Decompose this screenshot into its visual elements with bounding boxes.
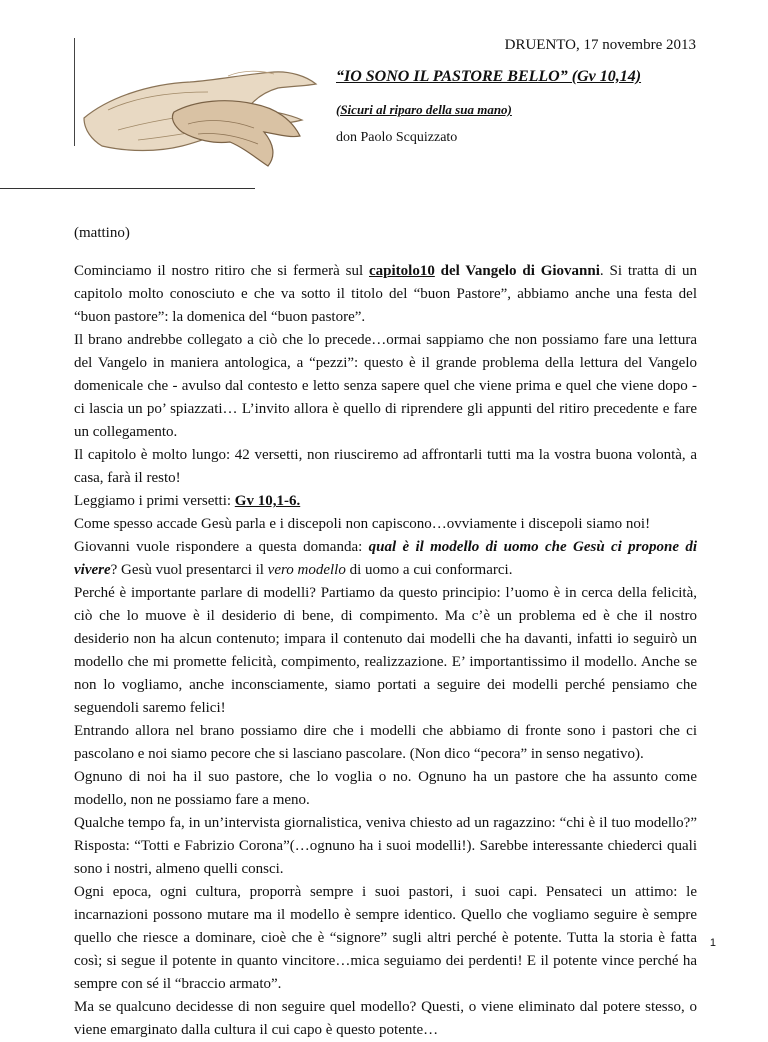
sermon-title: “IO SONO IL PASTORE BELLO” (Gv 10,14) bbox=[336, 68, 642, 85]
paragraph: Il brano andrebbe collegato a ciò che lo precede…ormai sappiamo che non possiamo fare una lettura del Vangelo in maniera antologica, a “pezzi”: questo è il grande problema della lettura del Vangelo domenicale che - avulso dal contesto e letto senza sapere quel che viene prima e quel che viene dopo - ci lascia un po’ spiazzati… L’invito allora è quello di riprendere gli appunti del ritiro precedente e fare un collegamento. bbox=[74, 332, 697, 440]
paragraph: Entrando allora nel brano possiamo dire che i modelli che abbiamo di fronte sono i pastori che ci pascolano e noi siamo pecore che si lasciano pascolare. (Non dico “pecora” in senso negativo). bbox=[74, 723, 697, 762]
paragraph: Il capitolo è molto lungo: 42 versetti, non riusciremo ad affrontarli tutti ma la vostra buona volontà, a casa, farà il resto! bbox=[74, 447, 697, 486]
body-text bbox=[74, 260, 697, 1042]
header-rule bbox=[0, 188, 255, 189]
hands-illustration bbox=[78, 40, 324, 180]
paragraph: Perché è importante parlare di modelli? Partiamo da questo principio: l’uomo è in cerca della felicità, ciò che lo muove è il desiderio di bene, di compimento. Ma c’è un problema ed è che il nostro desiderio non ha alcun contenuto; impara il contenuto dai modelli che ha davanti, infatti io seguirò un modello che mi promette felicità, compimento, realizzazione. E’ importantissimo il modello. Anche se non lo vogliamo, anche inconsciamente, siamo portati a seguire dei modelli perché pensiamo che seguendoli saremo felici! bbox=[74, 585, 697, 716]
paragraph: Ogni epoca, ogni cultura, proporrà sempre i suoi pastori, i suoi capi. Pensateci un attimo: le incarnazioni possono mutare ma il modello è sempre identico. Quello che vogliamo seguire è sempre quello che riesce a dominare, cioè che è “signore” sugli altri perché è potente. Tutta la storia è fatta così; si segue il potente in quanto vincitore…mica seguiamo dei perdenti! E il potente vince perché ha sempre con sé il “braccio armato”. bbox=[74, 884, 697, 992]
text-run: di uomo a cui conformarci. bbox=[345, 562, 513, 578]
sermon-subtitle: (Sicuri al riparo della sua mano) bbox=[336, 102, 512, 117]
key-question: qual è il modello di uomo che Gesù ci propone di vivere bbox=[74, 539, 698, 578]
page-number: 1 bbox=[709, 937, 716, 949]
date-line: DRUENTO, 17 novembre 2013 bbox=[504, 37, 696, 53]
paragraph bbox=[74, 536, 697, 582]
text-run: ? Gesù vuol presentarci il bbox=[110, 562, 268, 578]
text-run: Leggiamo i primi versetti: bbox=[74, 493, 235, 509]
paragraph bbox=[74, 490, 697, 513]
verse-reference: Gv 10,1-6. bbox=[234, 493, 301, 509]
paragraph: Ognuno di noi ha il suo pastore, che lo voglia o no. Ognuno ha un pastore che ha assunto come modello, non ne possiamo fare a meno. bbox=[74, 769, 697, 808]
margin-vertical-line bbox=[74, 38, 75, 146]
gospel-reference: del Vangelo di Giovanni bbox=[434, 263, 600, 279]
chapter-reference: capitolo10 bbox=[368, 263, 435, 279]
paragraph: Ma se qualcuno decidesse di non seguire quel modello? Questi, o viene eliminato dal potere stesso, o viene emarginato dalla cultura il cui capo è questo potente… bbox=[74, 999, 697, 1038]
paragraph: Come spesso accade Gesù parla e i discepoli non capiscono…ovviamente i discepoli siamo noi! bbox=[74, 516, 651, 532]
text-run: . Si tratta di un capitolo molto conosciuto e che va sotto il titolo del “buon Pastore”, abbiamo anche una festa del “buon pastore”: la domenica del “buon pastore”. bbox=[74, 263, 697, 325]
session-tag: (mattino) bbox=[74, 225, 130, 241]
paragraph: Qualche tempo fa, in un’intervista giornalistica, veniva chiesto ad un ragazzino: “chi è il tuo modello?” Risposta: “Totti e Fabrizio Corona”(…ognuno ha i suoi modelli!). Sarebbe interessante chiederci quali sono i nostri, almeno quelli consci. bbox=[74, 815, 697, 877]
paragraph bbox=[74, 260, 697, 329]
emphasis: vero modello bbox=[267, 562, 346, 578]
author-name: don Paolo Scquizzato bbox=[336, 130, 458, 145]
text-run: Giovanni vuole rispondere a questa domanda: bbox=[74, 539, 369, 555]
text-run: Cominciamo il nostro ritiro che si fermerà sul bbox=[74, 263, 369, 279]
